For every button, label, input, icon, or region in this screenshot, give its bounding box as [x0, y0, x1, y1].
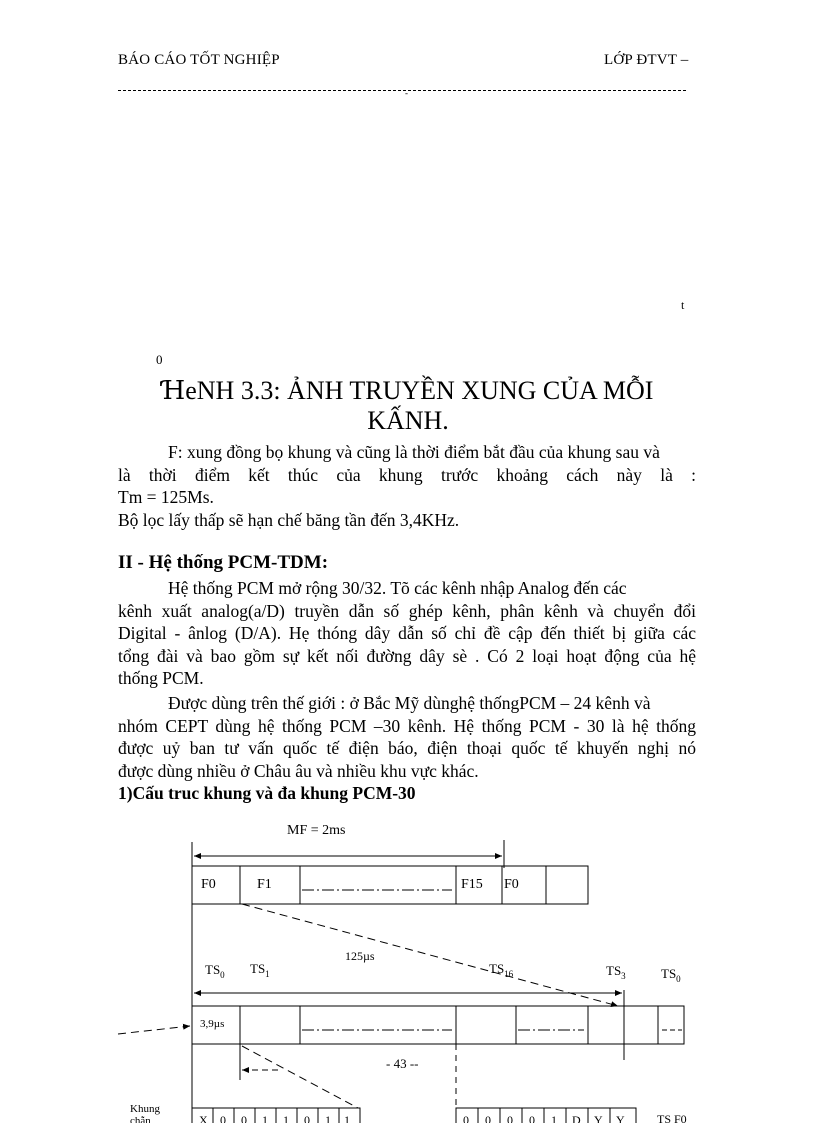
body-line: tổng đài và bao gồm sự kết nối đường dây sè . Có 2 loại hoạt động của hệ	[118, 645, 696, 666]
figure-title-line1: ꞪeNH 3.3: ẢNH TRUYỀN XUNG CỦA MỖI	[162, 376, 654, 405]
stray-t: t	[681, 298, 685, 312]
bit-label: 1	[283, 1113, 289, 1123]
period-label: 125µs	[345, 949, 375, 963]
frame-label: F0	[201, 877, 216, 892]
bit-label: Y	[594, 1113, 603, 1123]
frame-label: F1	[257, 877, 272, 892]
body-line: F: xung đồng bọ khung và cũng là thời điểm bắt đầu của khung sau và	[168, 442, 660, 462]
bit-cells-left	[199, 1108, 350, 1123]
body-line: Được dùng trên thế giới : ở Bắc Mỹ dùnghệ thốngPCM – 24 kênh và	[168, 693, 651, 713]
figure-title-line2: KẤNH.	[367, 406, 449, 435]
header-left: BÁO CÁO TỐT NGHIỆP	[118, 52, 280, 68]
body-line: được dùng nhiều ở Châu âu và nhiều khu vực khác.	[118, 760, 479, 781]
body-line: Bộ lọc lấy thấp sẽ hạn chế băng tần đến 3,4KHz.	[118, 509, 460, 530]
bit-row-right	[456, 1108, 636, 1123]
bit-label: 0	[220, 1113, 226, 1123]
header-mid-mark: -	[405, 88, 408, 98]
body-line: Digital - ânlog (D/A). Hẹ thóng dây dẫn số chỉ đề cập đến thiết bị giữa các	[118, 623, 696, 643]
body-line: Hệ thống PCM mở rộng 30/32. Tõ các kênh nhập Analog đến các	[168, 578, 627, 598]
ts-label: $TS_{16}$	[489, 961, 514, 979]
body-line: nhóm CEPT dùng hệ thống PCM –30 kênh. Hệ thống PCM - 30 là hệ thống	[118, 715, 696, 736]
body-line: kênh xuất analog(a/D) truyền dẫn số ghép kênh, phân kênh và chuyển đổi	[118, 600, 696, 621]
section-title: II - Hệ thống PCM-TDM:	[118, 552, 329, 573]
bit-cells-right	[463, 1108, 625, 1123]
bit-label: Y	[616, 1113, 625, 1123]
bit-label: 1	[344, 1113, 350, 1123]
timeslot-row	[192, 1006, 684, 1044]
stray-zero: 0	[156, 352, 163, 367]
expansion-line	[242, 904, 618, 1006]
bit-label: 0	[507, 1113, 513, 1123]
bit-label: 0	[529, 1113, 535, 1123]
header-right: LỚP ĐTVT –	[604, 52, 689, 68]
bit-label: 0	[463, 1113, 469, 1123]
ts-label: $TS_0$	[205, 962, 225, 980]
bit-label: 0	[304, 1113, 310, 1123]
slot-expansion-line	[242, 1046, 358, 1108]
bit-label: 1	[325, 1113, 331, 1123]
tail-label: TS F0	[657, 1112, 687, 1123]
bit-label: 0	[241, 1113, 247, 1123]
bit-label: 1	[551, 1113, 557, 1123]
multiframe-row	[192, 866, 588, 904]
bit-label: 1	[262, 1113, 268, 1123]
bit-label: D	[572, 1113, 581, 1123]
ts-label: $TS_0$	[661, 966, 681, 984]
body-line: Tm = 125Ms.	[118, 487, 214, 507]
body-line: là thời điểm kết thúc của khung trước khoảng cách này là :	[118, 464, 696, 485]
bit-label: X	[199, 1113, 208, 1123]
frame-label: F0	[504, 877, 519, 892]
khung-label: chẵn	[130, 1115, 151, 1123]
side-pointer	[118, 1026, 190, 1034]
subsection-title: 1)Cấu truc khung và đa khung PCM-30	[118, 783, 416, 803]
body-line: được uỷ ban tư vấn quốc tế điện báo, điện thoại quốc tế khuyến nghị nó	[118, 738, 696, 758]
body-line: thống PCM.	[118, 668, 204, 688]
ts-label: $TS_3$	[606, 963, 626, 981]
frame-label: F15	[461, 877, 483, 892]
ts-label: $TS_1$	[250, 961, 270, 979]
page-number: - 43 --	[386, 1056, 419, 1071]
mf-label: MF = 2ms	[287, 823, 346, 838]
bit-label: 0	[485, 1113, 491, 1123]
khung-label: Khung	[130, 1103, 160, 1115]
slot-label: 3,9µs	[200, 1018, 225, 1030]
